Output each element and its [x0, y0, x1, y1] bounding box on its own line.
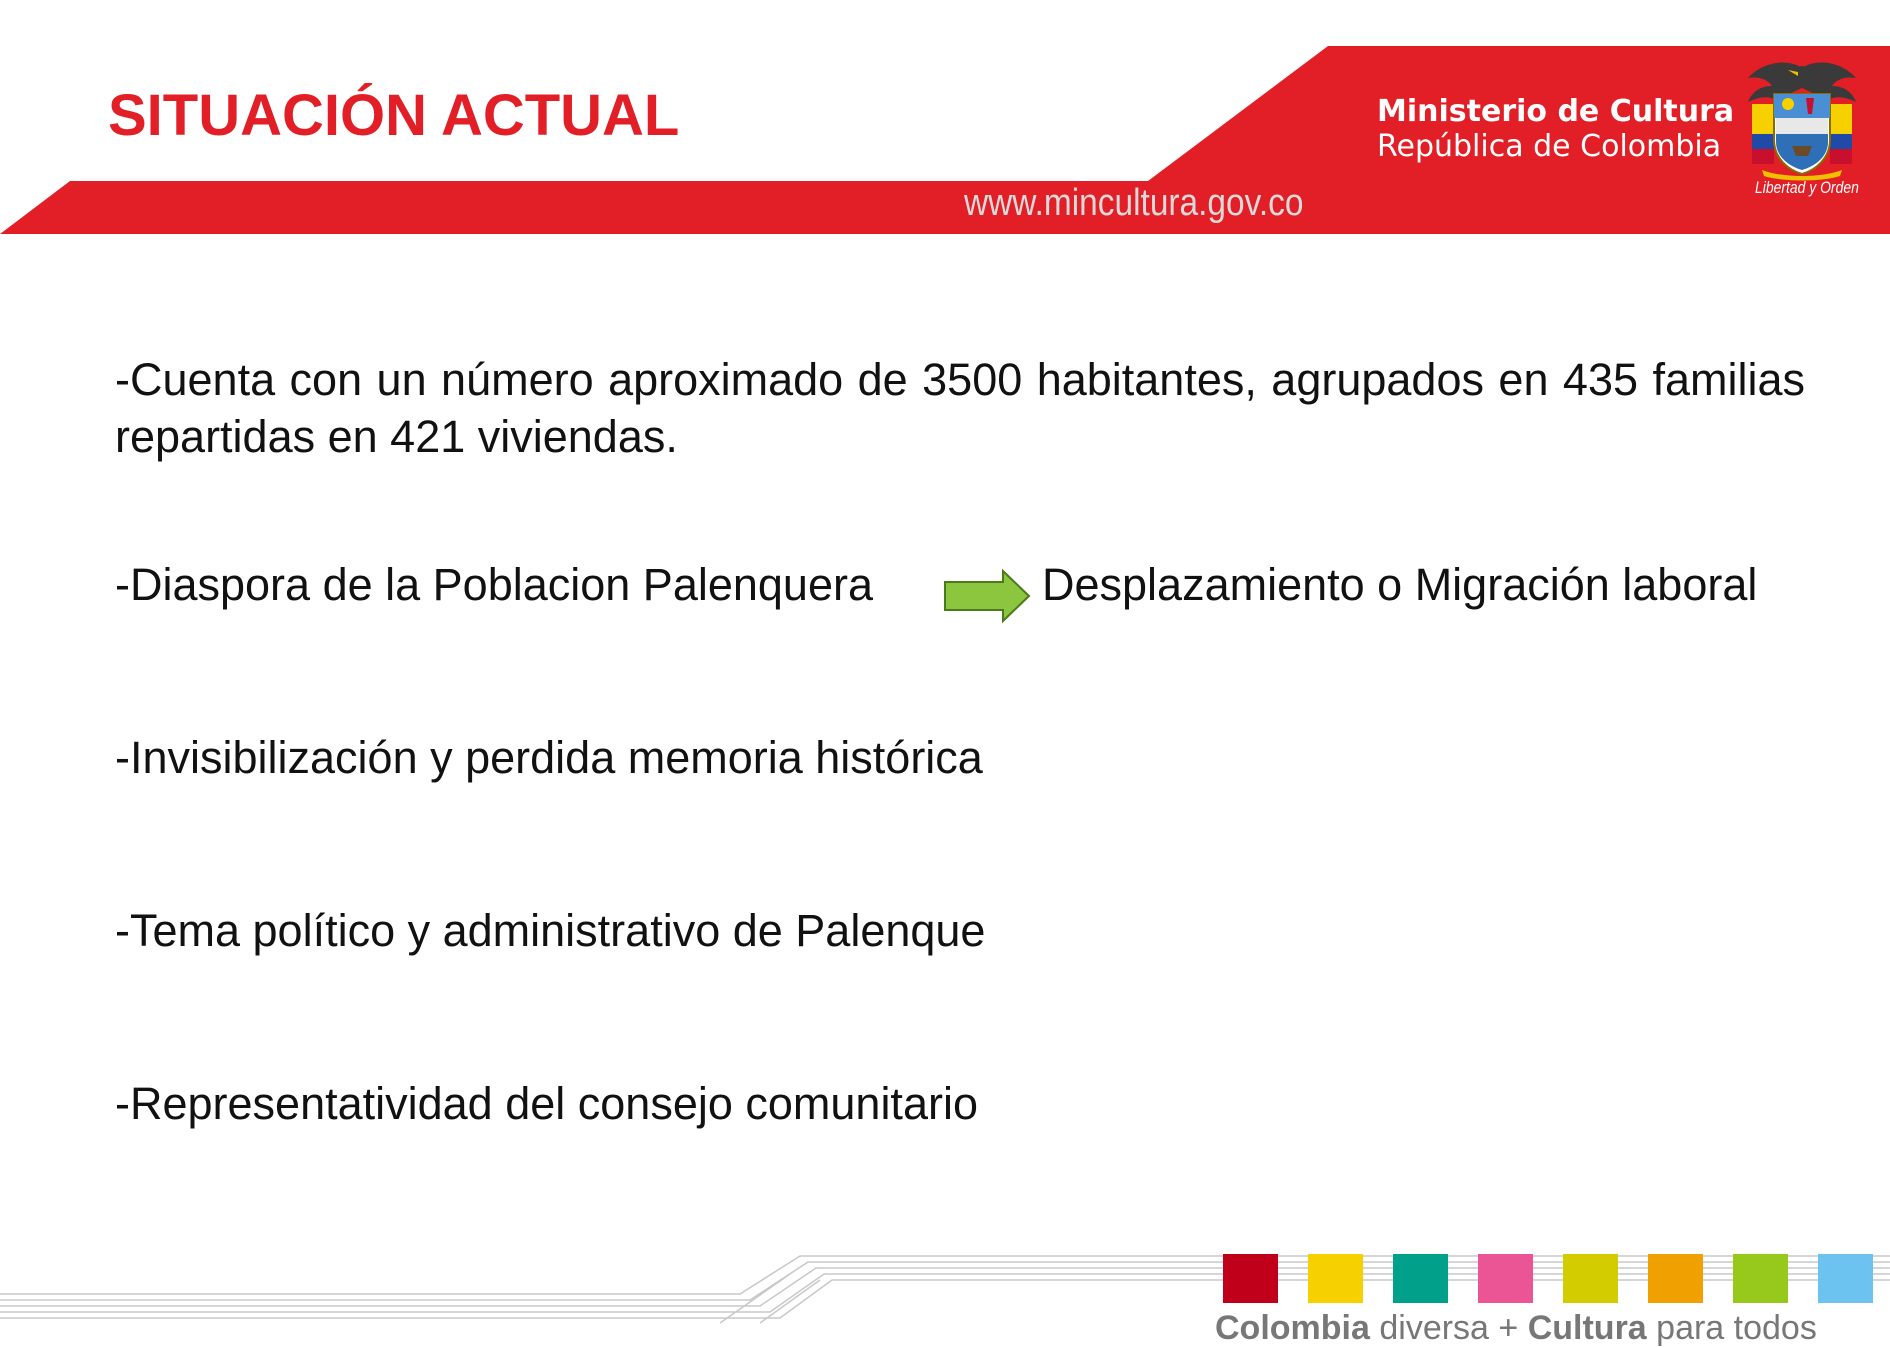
color-square	[1223, 1254, 1278, 1303]
slogan-word-colombia: Colombia	[1215, 1309, 1370, 1347]
slogan-word-cultura: Cultura	[1527, 1309, 1647, 1347]
bullet-diaspora: -Diaspora de la Poblacion Palenquera	[115, 559, 873, 610]
colombia-coat-of-arms-icon	[1742, 58, 1862, 180]
bullet-displacement: Desplazamiento o Migración laboral	[1042, 559, 1758, 610]
bullet-representativeness: -Representatividad del consejo comunitario	[115, 1078, 978, 1129]
motto: Libertad y Orden	[1755, 178, 1859, 197]
color-square	[1308, 1254, 1363, 1303]
page-title: SITUACIÓN ACTUAL	[108, 83, 680, 148]
footer-color-squares	[1223, 1254, 1873, 1303]
color-square	[1478, 1254, 1533, 1303]
color-square	[1818, 1254, 1873, 1303]
ministry-name: Ministerio de Cultura	[1377, 94, 1735, 129]
ministry-name-block	[1377, 94, 1734, 164]
color-square	[1648, 1254, 1703, 1303]
bullet-population: -Cuenta con un número aproximado de 3500 habitantes, agrupados en 435 familias repartidas en 421 viviendas.	[115, 354, 1805, 462]
footer-slogan	[1215, 1308, 1817, 1348]
color-square	[1563, 1254, 1618, 1303]
country-name: República de Colombia	[1377, 129, 1722, 164]
color-square	[1733, 1254, 1788, 1303]
right-arrow-icon	[943, 570, 1031, 622]
color-square	[1393, 1254, 1448, 1303]
website-url: www.mincultura.gov.co	[964, 182, 1304, 224]
slogan-word-para-todos: para todos	[1646, 1309, 1817, 1347]
bullet-invisibilization: -Invisibilización y perdida memoria histórica	[115, 732, 983, 783]
slogan-word-diversa: diversa +	[1369, 1309, 1528, 1347]
bullet-political-administrative: -Tema político y administrativo de Palenque	[115, 905, 986, 956]
